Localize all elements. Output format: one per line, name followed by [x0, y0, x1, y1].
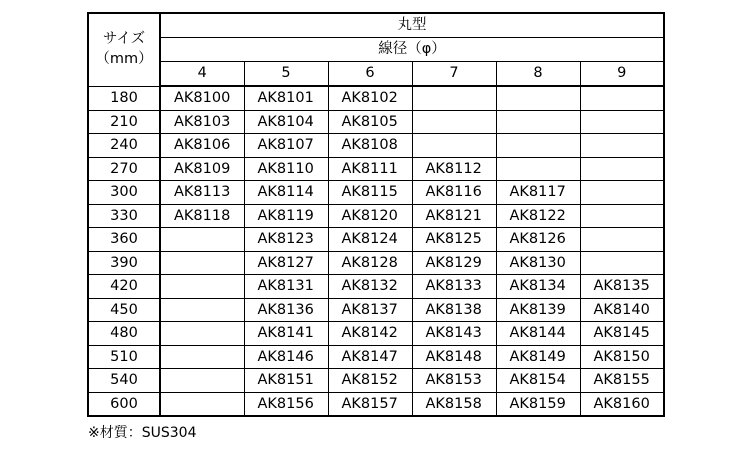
product-code-cell: AK8119	[244, 204, 328, 228]
product-code-cell	[496, 157, 580, 181]
product-spec-table	[87, 12, 665, 417]
product-code-cell	[580, 86, 664, 110]
product-code-cell: AK8127	[244, 251, 328, 275]
product-code-cell: AK8103	[160, 110, 244, 134]
table-row	[88, 251, 664, 275]
table-row	[88, 86, 664, 110]
product-code-cell: AK8114	[244, 181, 328, 205]
product-code-cell: AK8153	[412, 369, 496, 393]
product-code-cell: AK8104	[244, 110, 328, 134]
product-code-cell	[496, 86, 580, 110]
product-code-cell: AK8109	[160, 157, 244, 181]
product-code-cell	[160, 392, 244, 416]
product-code-cell	[580, 157, 664, 181]
product-code-cell: AK8140	[580, 298, 664, 322]
product-code-cell: AK8160	[580, 392, 664, 416]
product-code-cell: AK8105	[328, 110, 412, 134]
diameter-value: 6	[328, 62, 412, 87]
size-cell: 540	[88, 369, 160, 393]
table-row	[88, 298, 664, 322]
table-row	[88, 228, 664, 252]
product-code-cell: AK8155	[580, 369, 664, 393]
product-code-cell: AK8121	[412, 204, 496, 228]
product-code-cell: AK8141	[244, 322, 328, 346]
product-code-cell: AK8128	[328, 251, 412, 275]
product-code-cell: AK8146	[244, 345, 328, 369]
product-code-cell	[580, 251, 664, 275]
size-cell: 600	[88, 392, 160, 416]
size-column-header	[88, 13, 160, 86]
product-code-cell: AK8111	[328, 157, 412, 181]
product-code-cell	[580, 134, 664, 158]
size-cell: 240	[88, 134, 160, 158]
size-cell: 480	[88, 322, 160, 346]
size-cell: 510	[88, 345, 160, 369]
product-code-cell	[412, 110, 496, 134]
product-code-cell	[496, 134, 580, 158]
shape-header: 丸型	[160, 13, 664, 38]
product-code-cell: AK8108	[328, 134, 412, 158]
table-row	[88, 392, 664, 416]
product-code-cell: AK8149	[496, 345, 580, 369]
product-code-cell: AK8115	[328, 181, 412, 205]
table-row	[88, 369, 664, 393]
diameter-value: 4	[160, 62, 244, 87]
size-cell: 210	[88, 110, 160, 134]
product-code-cell	[160, 228, 244, 252]
product-code-cell: AK8142	[328, 322, 412, 346]
product-code-cell: AK8107	[244, 134, 328, 158]
product-code-cell: AK8117	[496, 181, 580, 205]
diameter-value: 7	[412, 62, 496, 87]
size-cell: 180	[88, 86, 160, 110]
product-code-cell: AK8143	[412, 322, 496, 346]
product-code-cell	[160, 322, 244, 346]
product-code-cell	[580, 204, 664, 228]
table-row	[88, 181, 664, 205]
product-code-cell: AK8130	[496, 251, 580, 275]
product-code-cell: AK8148	[412, 345, 496, 369]
product-code-cell	[580, 228, 664, 252]
size-header-label: サイズ	[102, 31, 146, 48]
size-cell: 360	[88, 228, 160, 252]
product-code-cell: AK8154	[496, 369, 580, 393]
product-code-cell	[580, 181, 664, 205]
product-code-cell: AK8132	[328, 275, 412, 299]
size-cell: 420	[88, 275, 160, 299]
product-code-cell: AK8113	[160, 181, 244, 205]
product-code-cell: AK8139	[496, 298, 580, 322]
product-code-cell: AK8145	[580, 322, 664, 346]
product-code-cell: AK8158	[412, 392, 496, 416]
product-code-cell: AK8157	[328, 392, 412, 416]
product-code-cell	[412, 86, 496, 110]
product-code-cell: AK8147	[328, 345, 412, 369]
product-code-cell: AK8144	[496, 322, 580, 346]
size-cell: 390	[88, 251, 160, 275]
material-note: ※材質：SUS304	[88, 425, 197, 441]
product-code-cell: AK8102	[328, 86, 412, 110]
diameter-header: 線径（φ）	[160, 38, 664, 62]
product-code-cell	[160, 251, 244, 275]
table-row	[88, 322, 664, 346]
product-code-cell: AK8125	[412, 228, 496, 252]
product-code-cell: AK8159	[496, 392, 580, 416]
table-row	[88, 275, 664, 299]
product-code-cell: AK8124	[328, 228, 412, 252]
product-code-cell: AK8122	[496, 204, 580, 228]
product-code-cell: AK8136	[244, 298, 328, 322]
product-code-cell: AK8118	[160, 204, 244, 228]
product-code-cell: AK8116	[412, 181, 496, 205]
product-code-cell: AK8110	[244, 157, 328, 181]
product-code-cell: AK8129	[412, 251, 496, 275]
diameter-value: 5	[244, 62, 328, 87]
product-code-cell	[160, 275, 244, 299]
product-code-cell: AK8152	[328, 369, 412, 393]
size-cell: 300	[88, 181, 160, 205]
product-code-cell: AK8123	[244, 228, 328, 252]
size-cell: 330	[88, 204, 160, 228]
table-row	[88, 204, 664, 228]
product-code-cell: AK8131	[244, 275, 328, 299]
product-code-cell: AK8126	[496, 228, 580, 252]
product-code-cell	[160, 298, 244, 322]
product-code-cell: AK8138	[412, 298, 496, 322]
product-code-cell	[412, 134, 496, 158]
table-row	[88, 134, 664, 158]
product-code-cell: AK8134	[496, 275, 580, 299]
diameter-value: 9	[580, 62, 664, 87]
product-code-cell: AK8151	[244, 369, 328, 393]
product-code-cell: AK8112	[412, 157, 496, 181]
product-code-cell: AK8133	[412, 275, 496, 299]
table-row	[88, 345, 664, 369]
product-code-cell: AK8100	[160, 86, 244, 110]
size-cell: 270	[88, 157, 160, 181]
size-cell: 450	[88, 298, 160, 322]
diameter-value: 8	[496, 62, 580, 87]
diameter-values-row	[88, 62, 664, 87]
product-code-cell	[160, 345, 244, 369]
size-header-unit: （mm）	[95, 50, 153, 67]
product-code-cell: AK8156	[244, 392, 328, 416]
table-row	[88, 157, 664, 181]
product-code-cell: AK8137	[328, 298, 412, 322]
table-row	[88, 110, 664, 134]
product-code-cell	[580, 110, 664, 134]
product-code-cell: AK8135	[580, 275, 664, 299]
product-code-cell: AK8106	[160, 134, 244, 158]
product-code-cell: AK8120	[328, 204, 412, 228]
product-code-cell: AK8101	[244, 86, 328, 110]
product-code-cell	[160, 369, 244, 393]
product-code-cell	[496, 110, 580, 134]
product-code-cell: AK8150	[580, 345, 664, 369]
